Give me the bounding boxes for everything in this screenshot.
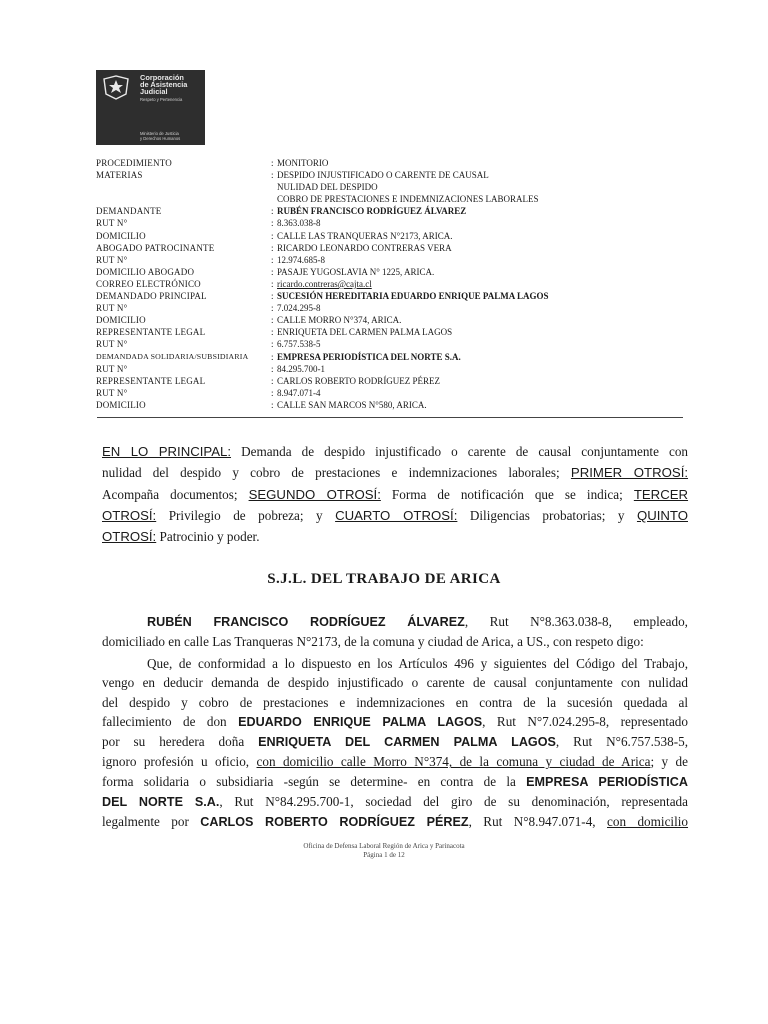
caption-value: 12.974.685-8 [277, 254, 325, 265]
claim-text: fallecimiento de don [102, 713, 227, 729]
caption-label: DOMICILIO [96, 399, 146, 410]
claim-text: , Rut N°8.947.071-4, [468, 814, 596, 830]
caption-label: DOMICILIO ABOGADO [96, 266, 195, 277]
logo-ministry-line1: Ministerio de Justicia [140, 131, 179, 136]
claim-text: legalmente por [102, 814, 189, 830]
caption-value: RICARDO LEONARDO CONTRERAS VERA [277, 242, 452, 253]
caption-row: RUT N° : 8.947.071-4 [96, 387, 686, 399]
summary-line [102, 526, 688, 547]
heading-tercer-otrosi: TERCER [633, 486, 689, 502]
claim-line [102, 732, 688, 752]
caption-label [96, 193, 271, 205]
heading-primer-otrosi: PRIMER OTROSÍ: [570, 465, 689, 481]
caption-value: RUBÉN FRANCISCO RODRÍGUEZ ÁLVAREZ [277, 206, 467, 217]
claim-text: por su heredera doña [102, 734, 245, 750]
claim-text: Que, de conformidad a lo dispuesto en los Artículos 496 y siguientes del Código del Trabajo, [147, 656, 688, 671]
caption-label: RUT N° [96, 254, 128, 265]
caption-label: DEMANDANTE [96, 206, 162, 217]
caption-row: DEMANDADO PRINCIPAL : SUCESIÓN HEREDITARIA EDUARDO ENRIQUE PALMA LAGOS [96, 290, 686, 302]
caption-value: EMPRESA PERIODÍSTICA DEL NORTE S.A. [277, 351, 461, 362]
claim-text: vengo en deducir demanda de despido injustificado o carente de causal conjuntamente con nulidad [102, 675, 688, 691]
caption-label: RUT N° [96, 303, 128, 314]
caption-row: RUT N° : 84.295.700-1 [96, 363, 686, 375]
claim-text: ; y de [650, 754, 688, 770]
summary-text: Privilegio de pobreza; y [168, 507, 323, 523]
caption-label: MATERIAS [96, 170, 143, 181]
caption-label [96, 181, 271, 193]
caption-row: ABOGADO PATROCINANTE : RICARDO LEONARDO CONTRERAS VERA [96, 242, 686, 254]
claim-text: del despido y cobro de prestaciones e indemnizaciones en contra de la sucesión quedada al [102, 694, 688, 710]
caption-row: RUT N° : 8.363.038-8 [96, 217, 686, 229]
caption-label: RUT N° [96, 363, 128, 374]
caption-label: DOMICILIO [96, 230, 146, 241]
caption-value: 84.295.700-1 [277, 363, 325, 374]
caption-value: 8.363.038-8 [277, 218, 321, 229]
caption-row: PROCEDIMIENTO : MONITORIO [96, 157, 686, 169]
claim-line [102, 693, 688, 712]
caption-row: DEMANDADA SOLIDARIA/SUBSIDIARIA : EMPRESA PERIODÍSTICA DEL NORTE S.A. [96, 351, 686, 363]
claim-text: , Rut N°7.024.295-8, representado [482, 713, 688, 729]
defendant-address: con domicilio calle Morro N°374, de la comuna y ciudad de Arica [256, 754, 651, 770]
summary-line [102, 505, 688, 526]
caption-value: MONITORIO [277, 158, 329, 168]
caption-value: ENRIQUETA DEL CARMEN PALMA LAGOS [277, 327, 453, 338]
caption-divider [97, 417, 683, 418]
caption-label: DOMICILIO [96, 315, 146, 326]
institution-logo [96, 70, 205, 145]
caption-label: CORREO ELECTRÓNICO [96, 278, 201, 289]
defendant-name: EDUARDO ENRIQUE PALMA LAGOS [238, 714, 483, 729]
caption-label: RUT N° [96, 339, 128, 350]
heading-segundo-otrosi: SEGUNDO OTROSÍ: [248, 486, 381, 502]
caption-value: NULIDAD DEL DESPIDO [277, 182, 378, 193]
footer-office: Oficina de Defensa Laboral Región de Arica y Parinacota [303, 842, 465, 850]
caption-row: RUT N° : 12.974.685-8 [96, 254, 686, 266]
caption-row: DOMICILIO : CALLE LAS TRANQUERAS N°2173, ARICA. [96, 230, 686, 242]
caption-value: PASAJE YUGOSLAVIA N° 1225, ARICA. [277, 266, 435, 277]
logo-text-line1: Corporación [140, 73, 184, 82]
plaintiff-name: RUBÉN FRANCISCO RODRÍGUEZ ÁLVAREZ [147, 615, 465, 629]
summary-text: Acompaña documentos; [102, 486, 238, 502]
intro-text: , Rut N°8.363.038-8, empleado, [464, 614, 688, 629]
caption-label: DEMANDADO PRINCIPAL [96, 291, 207, 302]
caption-label: REPRESENTANTE LEGAL [96, 375, 206, 386]
company-name-cont: DEL NORTE S.A. [102, 795, 220, 810]
logo-text-line2: de Asistencia [140, 80, 188, 89]
caption-value: CALLE LAS TRANQUERAS N°2173, ARICA. [277, 230, 453, 241]
footer-page-number: Página 1 de 12 [363, 851, 405, 859]
summary-text: nulidad del despido y cobro de prestaciones e indemnizaciones laborales; [102, 465, 560, 481]
summary-line [102, 441, 688, 462]
heading-quinto-otrosi-cont: OTROSÍ: [102, 529, 157, 545]
logo-tagline: Respeto y Pertenencia [140, 97, 183, 102]
claim-line [102, 752, 688, 771]
caption-label: REPRESENTANTE LEGAL [96, 327, 206, 338]
caption-row: DOMICILIO : CALLE SAN MARCOS N°580, ARICA. [96, 399, 686, 411]
logo-text-line3: Judicial [140, 87, 168, 96]
caption-label: RUT N° [96, 387, 128, 398]
caption-value: 7.024.295-8 [277, 303, 321, 314]
claim-line [102, 712, 688, 732]
caption-value: 6.757.538-5 [277, 339, 321, 350]
caption-row: MATERIAS : DESPIDO INJUSTIFICADO O CARENTE DE CAUSAL [96, 169, 686, 181]
caption-row: RUT N° : 6.757.538-5 [96, 338, 686, 350]
caption-row [96, 193, 686, 205]
summary-text: Diligencias probatorias; y [469, 507, 625, 523]
claim-line [102, 654, 688, 673]
summary-line [102, 462, 688, 483]
caption-label: PROCEDIMIENTO [96, 158, 172, 168]
petition-summary [102, 441, 688, 547]
caption-row: DEMANDANTE : RUBÉN FRANCISCO RODRÍGUEZ ÁLVAREZ [96, 205, 686, 217]
heading-cuarto-otrosi: CUARTO OTROSÍ: [335, 507, 458, 523]
claim-text: forma solidaria o subsidiaria -según se determine- en contra de la [102, 773, 516, 789]
caption-value: 8.947.071-4 [277, 387, 321, 398]
intro-line [102, 612, 688, 632]
summary-text: Forma de notificación que se indica; [391, 486, 623, 502]
claim-line [102, 772, 688, 792]
caption-value: SUCESIÓN HEREDITARIA EDUARDO ENRIQUE PALMA LAGOS [277, 291, 549, 302]
claim-text: ignoro profesión u oficio, [102, 754, 250, 770]
caption-row: REPRESENTANTE LEGAL : CARLOS ROBERTO RODRÍGUEZ PÉREZ [96, 375, 686, 387]
claim-text: , Rut N°6.757.538-5, [555, 734, 688, 750]
caption-row [96, 181, 686, 193]
court-title: S.J.L. DEL TRABAJO DE ARICA [267, 571, 501, 587]
heading-principal: EN LO PRINCIPAL: [102, 444, 232, 459]
claim-line [102, 792, 688, 812]
intro-paragraph [102, 612, 688, 652]
summary-line [102, 484, 688, 505]
company-name: EMPRESA PERIODÍSTICA [526, 774, 688, 789]
heading-tercer-otrosi-cont: OTROSÍ: [102, 507, 157, 523]
caption-row: RUT N° : 7.024.295-8 [96, 302, 686, 314]
claim-text: , Rut N°84.295.700-1, sociedad del giro de su denominación, representada [219, 794, 688, 810]
legal-rep-name: CARLOS ROBERTO RODRÍGUEZ PÉREZ [200, 815, 469, 830]
caption-row: REPRESENTANTE LEGAL : ENRIQUETA DEL CARMEN PALMA LAGOS [96, 326, 686, 338]
caption-label: RUT N° [96, 218, 128, 229]
claim-paragraph [102, 654, 688, 833]
logo-ministry-line2: y Derechos Humanos [140, 136, 181, 141]
claim-line [102, 812, 688, 832]
caption-value: CARLOS ROBERTO RODRÍGUEZ PÉREZ [277, 375, 441, 386]
caption-value: COBRO DE PRESTACIONES E INDEMNIZACIONES LABORALES [277, 194, 539, 205]
caption-row: DOMICILIO ABOGADO : PASAJE YUGOSLAVIA N° 1225, ARICA. [96, 266, 686, 278]
domicile-text: con domicilio [607, 814, 689, 830]
summary-text: Patrocinio y poder. [159, 529, 260, 545]
caption-label: ABOGADO PATROCINANTE [96, 242, 215, 253]
case-caption [96, 157, 686, 411]
caption-row: CORREO ELECTRÓNICO : ricardo.contreras@cajta.cl [96, 278, 686, 290]
caption-value: CALLE SAN MARCOS N°580, ARICA. [277, 399, 427, 410]
intro-text: domiciliado en calle Las Tranqueras N°2173, de la comuna y ciudad de Arica, a US., con respeto digo: [102, 634, 644, 650]
caption-value: DESPIDO INJUSTIFICADO O CARENTE DE CAUSAL [277, 170, 489, 181]
email-link[interactable]: ricardo.contreras@cajta.cl [277, 278, 372, 289]
caption-row: DOMICILIO : CALLE MORRO N°374, ARICA. [96, 314, 686, 326]
summary-text: Demanda de despido injustificado o carente de causal conjuntamente con [241, 444, 689, 459]
heir-name: ENRIQUETA DEL CARMEN PALMA LAGOS [258, 735, 556, 750]
coat-of-arms-icon [101, 74, 131, 100]
intro-line [102, 632, 688, 651]
heading-quinto-otrosi: QUINTO [636, 507, 688, 523]
claim-line [102, 673, 688, 692]
caption-value: CALLE MORRO N°374, ARICA. [277, 315, 402, 326]
caption-label: DEMANDADA SOLIDARIA/SUBSIDIARIA [96, 351, 249, 361]
